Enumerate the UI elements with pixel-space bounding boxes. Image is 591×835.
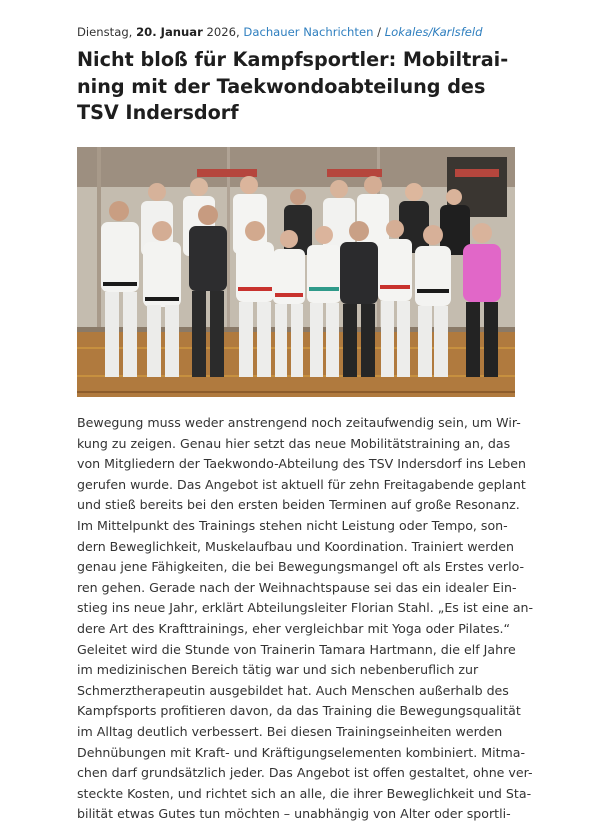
body-line: gerufen wurde. Das Angebot ist aktuell für zehn Freitagabende geplant bbox=[77, 476, 526, 492]
body-line: Dehnübungen mit Kraft- und Kräftigungselementen kombiniert. Mitma- bbox=[77, 744, 526, 760]
body-line: und stieß bereits bei den ersten beiden Terminen auf große Resonanz. bbox=[77, 497, 520, 513]
body-line: dere Art des Krafttrainings, eher vergleichbar mit Yoga oder Pilates.“ bbox=[77, 620, 511, 636]
group-photo-illustration bbox=[77, 147, 515, 397]
body-line: ren gehen. Gerade nach der Weihnachtspause sei das ein idealer Ein- bbox=[77, 579, 517, 595]
body-line: Bewegung muss weder anstrengend noch zeitaufwendig sein, um Wir- bbox=[77, 415, 521, 430]
article-meta bbox=[77, 24, 517, 40]
headline-line: Nicht bloß für Kampfsportler: Mobiltrai- bbox=[77, 48, 509, 71]
body-line: von Mitgliedern der Taekwondo-Abteilung des TSV Indersdorf ins Leben bbox=[77, 456, 527, 472]
article-body bbox=[77, 413, 534, 825]
body-line: im medizinischen Bereich tätig war und sich nebenberuflich zur bbox=[77, 662, 479, 678]
meta-separator: / bbox=[377, 25, 382, 39]
body-line: dern Beweglichkeit, Muskelaufbau und Koordination. Trainiert werden bbox=[77, 538, 514, 554]
body-line: Kampfsports profitieren davon, da das Training die Bewegungsqualität bbox=[77, 703, 521, 719]
category-link[interactable]: Lokales/Karlsfeld bbox=[384, 25, 483, 39]
body-line: genau jene Fähigkeiten, die bei Bewegungsmangel oft als Erstes verlo- bbox=[77, 559, 525, 575]
body-line: chen darf grundsätzlich jeder. Das Angebot ist offen gestaltet, ohne ver- bbox=[77, 765, 533, 781]
headline-line: TSV Indersdorf bbox=[77, 101, 239, 124]
meta-weekday: Dienstag, bbox=[77, 25, 133, 39]
body-line: im Alltag deutlich verbessert. Bei diesen Trainingseinheiten werden bbox=[77, 723, 503, 739]
body-line: steckte Kosten, und richtet sich an alle, die ihrer Beweglichkeit und Sta- bbox=[77, 785, 532, 801]
body-line: kung zu zeigen. Genau hier setzt das neue Mobilitätstraining an, das bbox=[77, 435, 511, 451]
body-line: stieg ins neue Jahr, erklärt Abteilungsleiter Florian Stahl. „Es ist eine an- bbox=[77, 600, 534, 616]
headline-line: ning mit der Taekwondoabteilung des bbox=[77, 74, 486, 98]
meta-year: 2026, bbox=[206, 25, 240, 39]
body-line: Schmerztherapeutin ausgebildet hat. Auch Menschen außerhalb des bbox=[77, 682, 509, 698]
body-line: Im Mittelpunkt des Trainings stehen nicht Leistung oder Tempo, son- bbox=[77, 517, 508, 533]
headline bbox=[77, 47, 517, 127]
group-photo bbox=[77, 147, 515, 397]
meta-date: 20. Januar bbox=[136, 25, 203, 39]
body-line: Geleitet wird die Stunde von Trainerin Tamara Hartmann, die elf Jahre bbox=[77, 641, 516, 657]
body-line: bilität etwas Gutes tun möchten – unabhängig von Alter oder sportli- bbox=[77, 806, 511, 822]
source-link[interactable]: Dachauer Nachrichten bbox=[243, 25, 374, 39]
